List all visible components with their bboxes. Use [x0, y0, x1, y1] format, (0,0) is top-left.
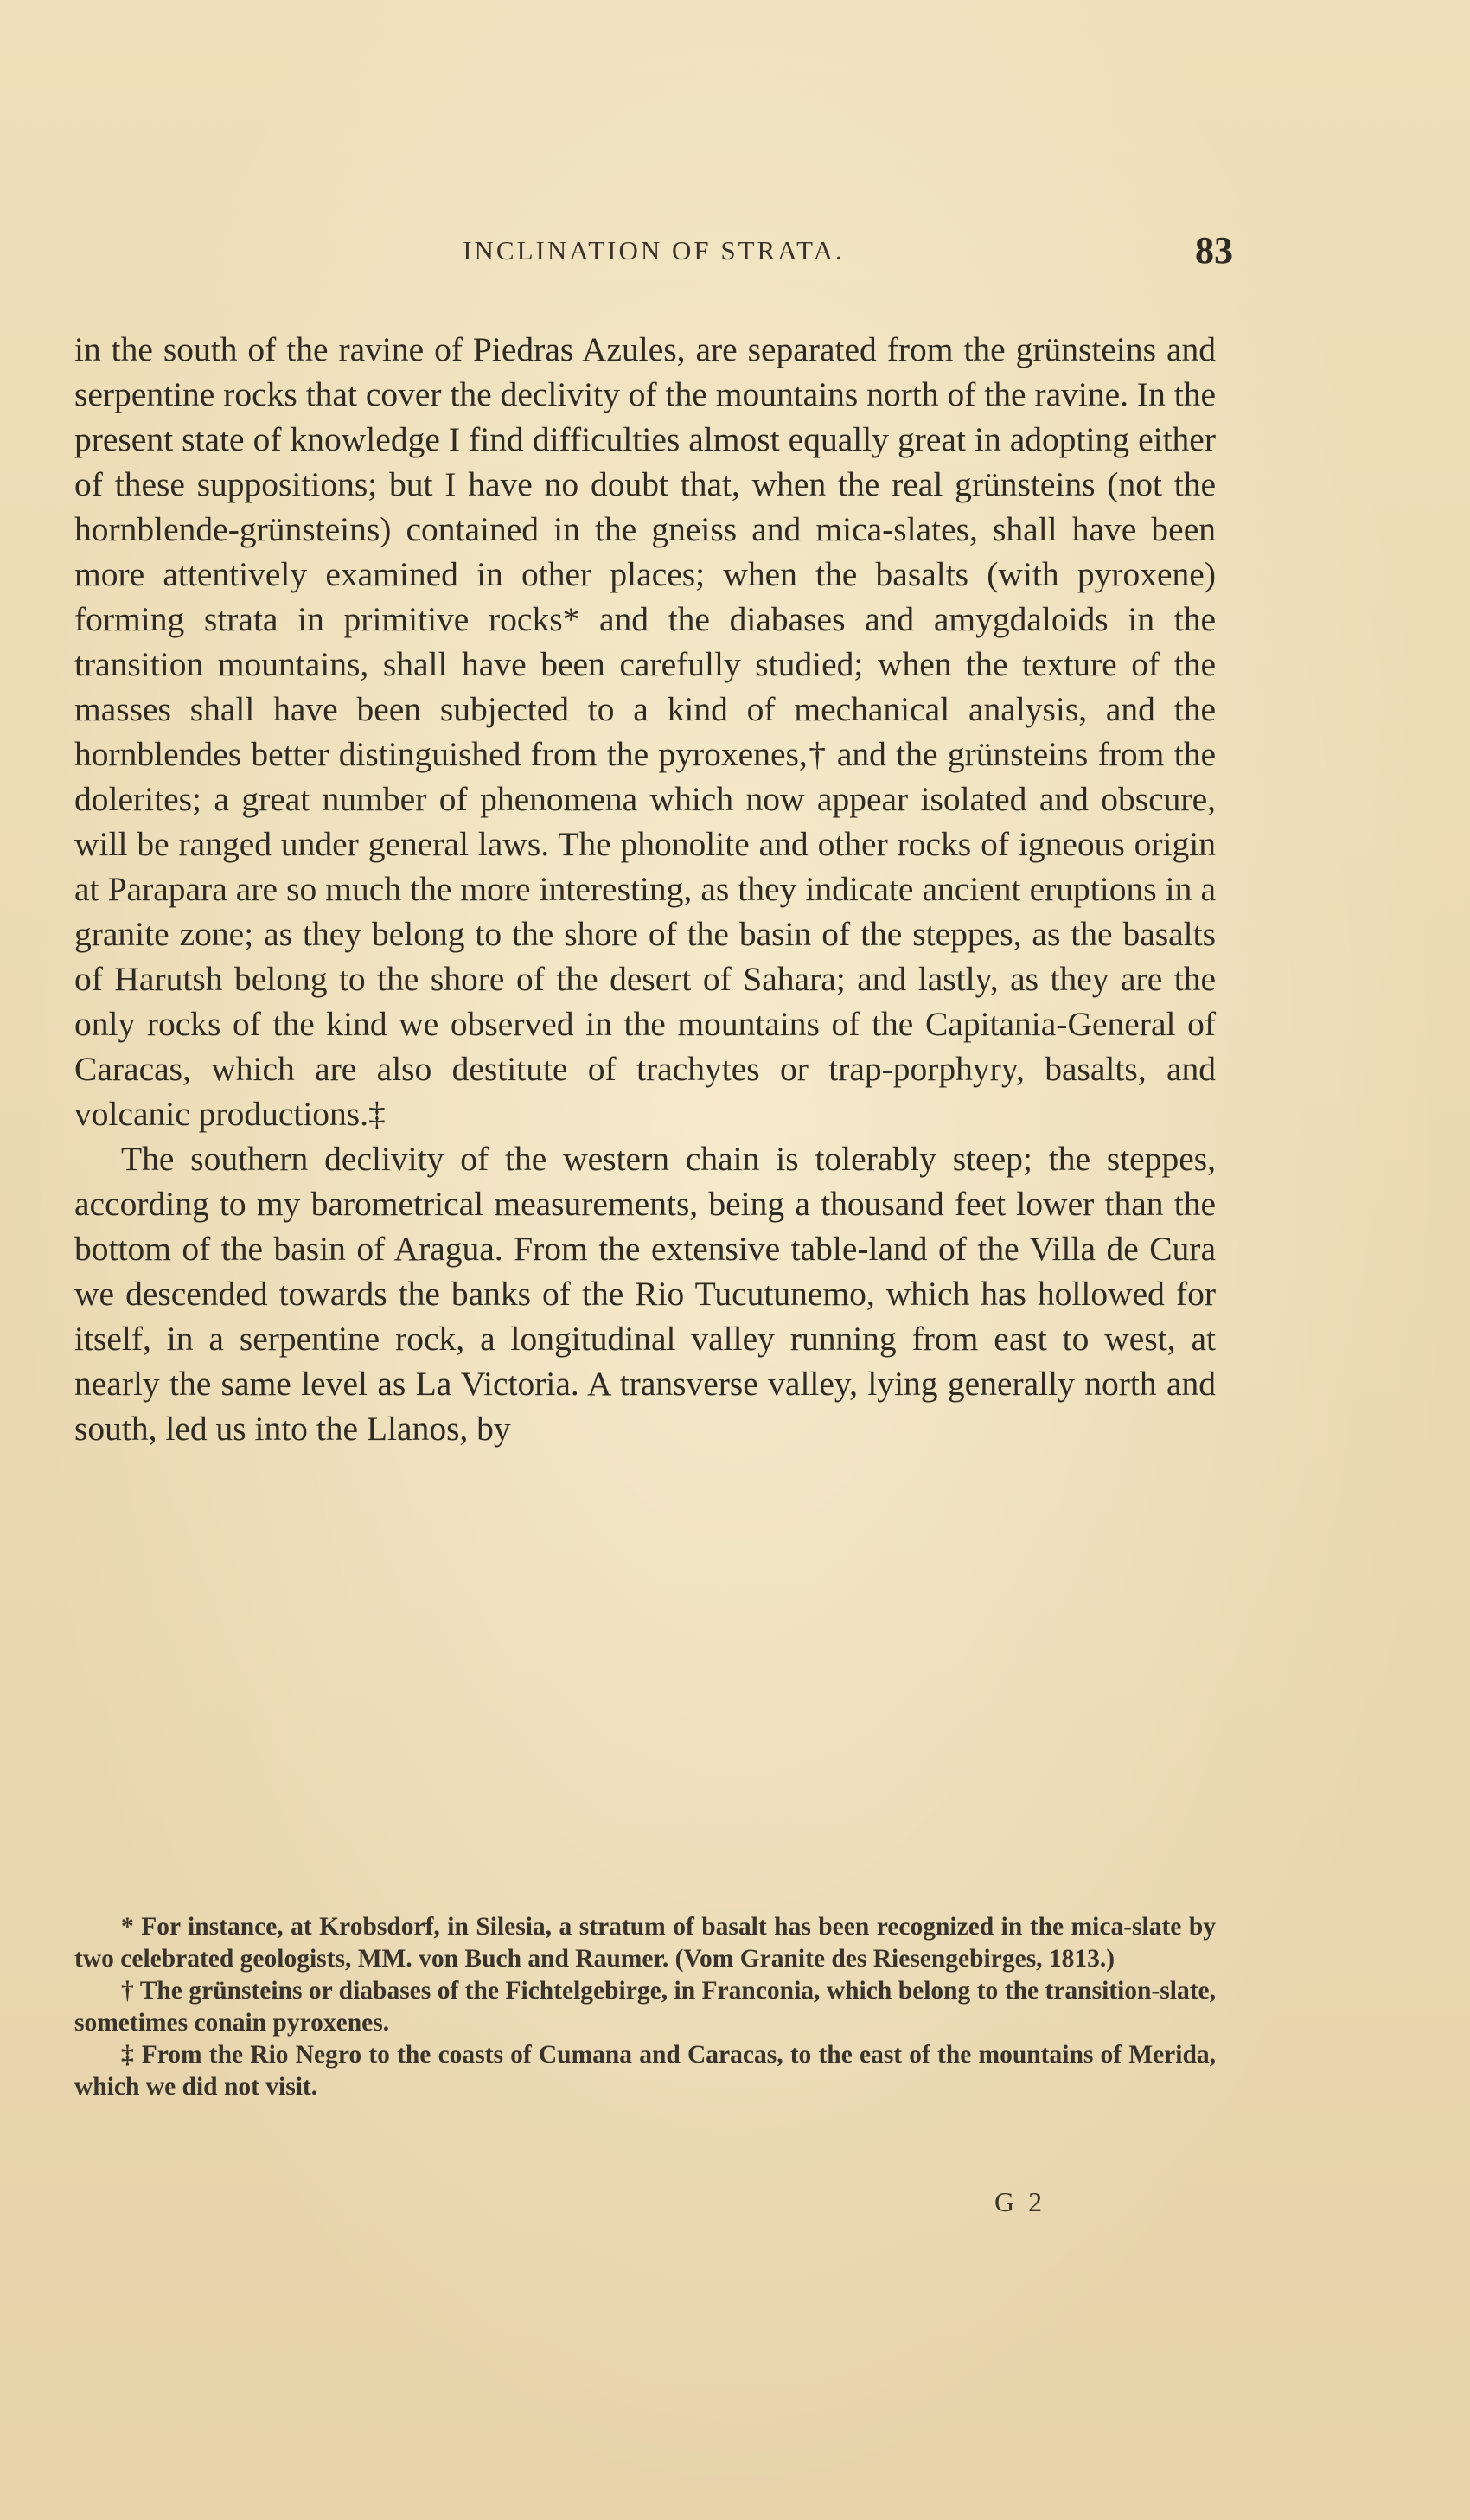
footnote-3: ‡ From the Rio Negro to the coasts of Cumana and Caracas, to the east of the mountains of Merida, which we did not visit.	[74, 2041, 1216, 2101]
signature-mark: G 2	[994, 2186, 1046, 2217]
page-number: 83	[1195, 229, 1233, 272]
page-header	[74, 229, 1233, 287]
footnote-1: * For instance, at Krobsdorf, in Silesia, a stratum of basalt has been recognized in the mica-slate by two celebrated geologists, MM. von Buch and Raumer. (Vom Granite des Riesengebirges, 1813.)	[74, 1913, 1216, 1973]
footnote-2: † The grünsteins or diabases of the Fichtelgebirge, in Franconia, which belong to the transition-slate, sometimes conain pyroxenes.	[74, 1977, 1216, 2037]
footnotes	[74, 1911, 1216, 2103]
paragraph-2: The southern declivity of the western chain is tolerably steep; the steppes, according to my barometrical measurements, being a thousand feet lower than the bottom of the basin of Aragua. From the extensive table-land of the Villa de Cura we descended towards the banks of the Rio Tucutunemo, which has hollowed for itself, in a serpentine rock, a longitudinal valley running from east to west, at nearly the same level as La Victoria. A transverse valley, lying generally north and south, led us into the Llanos, by	[74, 1140, 1216, 1448]
body-text	[74, 327, 1216, 1451]
paragraph-1: in the south of the ravine of Piedras Azules, are separated from the grünsteins and serpentine rocks that cover the declivity of the mountains north of the ravine. In the present state of knowledge I find difficulties almost equally great in adopting either of these suppositions; but I have no doubt that, when the real grünsteins (not the hornblende-grünsteins) contained in the gneiss and mica-slates, shall have been more attentively examined in other places; when the basalts (with pyroxene) forming strata in primitive rocks* and the diabases and amygdaloids in the transition mountains, shall have been carefully studied; when the texture of the masses shall have been subjected to a kind of mechanical analysis, and the hornblendes better distinguished from the pyroxenes,† and the grünsteins from the dolerites; a great number of phenomena which now appear isolated and obscure, will be ranged under general laws. The phonolite and other rocks of igneous origin at Parapara are so much the more interesting, as they indicate ancient eruptions in a granite zone; as they belong to the shore of the basin of the steppes, as the basalts of Harutsh belong to the shore of the desert of Sahara; and lastly, as they are the only rocks of the kind we observed in the mountains of the Capitania-General of Caracas, which are also destitute of trachytes or trap-porphyry, basalts, and volcanic productions.‡	[74, 330, 1216, 1133]
running-title: INCLINATION OF STRATA.	[463, 235, 845, 265]
